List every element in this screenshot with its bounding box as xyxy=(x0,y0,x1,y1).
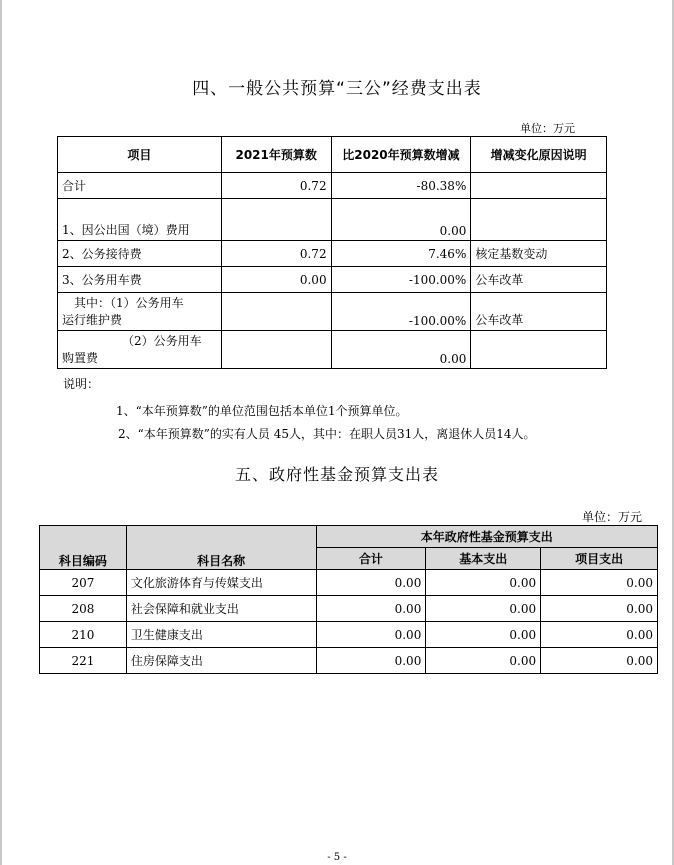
row-change: 0.00 xyxy=(331,199,471,241)
header-total: 合计 xyxy=(316,548,426,570)
row-code: 210 xyxy=(40,622,127,648)
row-total: 0.00 xyxy=(316,596,426,622)
header-budget: 2021年预算数 xyxy=(221,137,331,173)
header-code: 科目编码 xyxy=(40,526,127,570)
row-change: 0.00 xyxy=(331,331,471,369)
row-code: 221 xyxy=(40,648,127,674)
table-row xyxy=(58,293,607,331)
table-header-row xyxy=(40,526,658,548)
row-reason xyxy=(471,199,607,241)
section5-unit: 单位：万元 xyxy=(582,510,643,524)
page-number: - 5 - xyxy=(327,852,347,863)
table-row xyxy=(58,331,607,369)
row-change: -100.00% xyxy=(331,267,471,293)
notes-label: 说明： xyxy=(63,377,100,391)
header-change: 比2020年预算数增减 xyxy=(331,137,471,173)
table-row xyxy=(58,267,607,293)
row-basic: 0.00 xyxy=(426,596,541,622)
row-project: 0.00 xyxy=(541,596,658,622)
row-item: 2、公务接待费 xyxy=(58,241,222,267)
row-reason xyxy=(471,173,607,199)
row-total: 0.00 xyxy=(316,622,426,648)
row-total: 0.00 xyxy=(316,648,426,674)
page-edge-left xyxy=(0,0,2,865)
row-budget xyxy=(221,293,331,331)
government-fund-table xyxy=(39,525,658,674)
row-basic: 0.00 xyxy=(426,570,541,596)
row-budget: 0.72 xyxy=(221,173,331,199)
row-change: 7.46% xyxy=(331,241,471,267)
section4-unit: 单位：万元 xyxy=(520,122,575,135)
row-budget xyxy=(221,331,331,369)
header-reason: 增减变化原因说明 xyxy=(471,137,607,173)
row-item-line2: 购置费 xyxy=(62,350,99,365)
row-total: 0.00 xyxy=(316,570,426,596)
row-item: 合计 xyxy=(58,173,222,199)
row-reason xyxy=(471,331,607,369)
row-item xyxy=(58,293,222,331)
table-row xyxy=(58,199,607,241)
row-item-line1: （2）公务用车 xyxy=(122,333,202,348)
row-project: 0.00 xyxy=(541,570,658,596)
row-budget: 0.00 xyxy=(221,267,331,293)
table-row xyxy=(40,570,658,596)
row-code: 207 xyxy=(40,570,127,596)
row-name: 卫生健康支出 xyxy=(126,622,316,648)
section5-title: 五、政府性基金预算支出表 xyxy=(234,465,439,484)
row-name: 社会保障和就业支出 xyxy=(126,596,316,622)
note-1: 1、“本年预算数”的单位范围包括本单位1个预算单位。 xyxy=(116,404,408,418)
header-item: 项目 xyxy=(58,137,222,173)
row-item-line1: 其中：（1）公务用车 xyxy=(74,295,184,310)
row-reason: 核定基数变动 xyxy=(471,241,607,267)
row-project: 0.00 xyxy=(541,648,658,674)
table-row xyxy=(40,648,658,674)
row-basic: 0.00 xyxy=(426,648,541,674)
row-project: 0.00 xyxy=(541,622,658,648)
row-name: 文化旅游体育与传媒支出 xyxy=(126,570,316,596)
row-change: -100.00% xyxy=(331,293,471,331)
row-item: 3、公务用车费 xyxy=(58,267,222,293)
header-name: 科目名称 xyxy=(126,526,316,570)
row-code: 208 xyxy=(40,596,127,622)
table-header-row xyxy=(58,137,607,173)
section4-title: 四、一般公共预算“三公”经费支出表 xyxy=(192,79,482,99)
header-basic: 基本支出 xyxy=(426,548,541,570)
note-2: 2、“本年预算数”的实有人员 45人，其中：在职人员31人，离退休人员14人。 xyxy=(118,427,536,441)
row-item-line2: 运行维护费 xyxy=(62,312,123,327)
row-basic: 0.00 xyxy=(426,622,541,648)
header-project: 项目支出 xyxy=(541,548,658,570)
table-row xyxy=(58,241,607,267)
row-budget: 0.72 xyxy=(221,241,331,267)
row-item xyxy=(58,331,222,369)
table-row xyxy=(58,173,607,199)
table-row xyxy=(40,622,658,648)
header-group: 本年政府性基金预算支出 xyxy=(316,526,658,548)
row-item: 1、因公出国（境）费用 xyxy=(58,199,222,241)
table-row xyxy=(40,596,658,622)
row-budget xyxy=(221,199,331,241)
row-reason: 公车改革 xyxy=(471,267,607,293)
row-name: 住房保障支出 xyxy=(126,648,316,674)
row-reason: 公车改革 xyxy=(471,293,607,331)
three-public-expenses-table xyxy=(57,136,607,369)
row-change: -80.38% xyxy=(331,173,471,199)
